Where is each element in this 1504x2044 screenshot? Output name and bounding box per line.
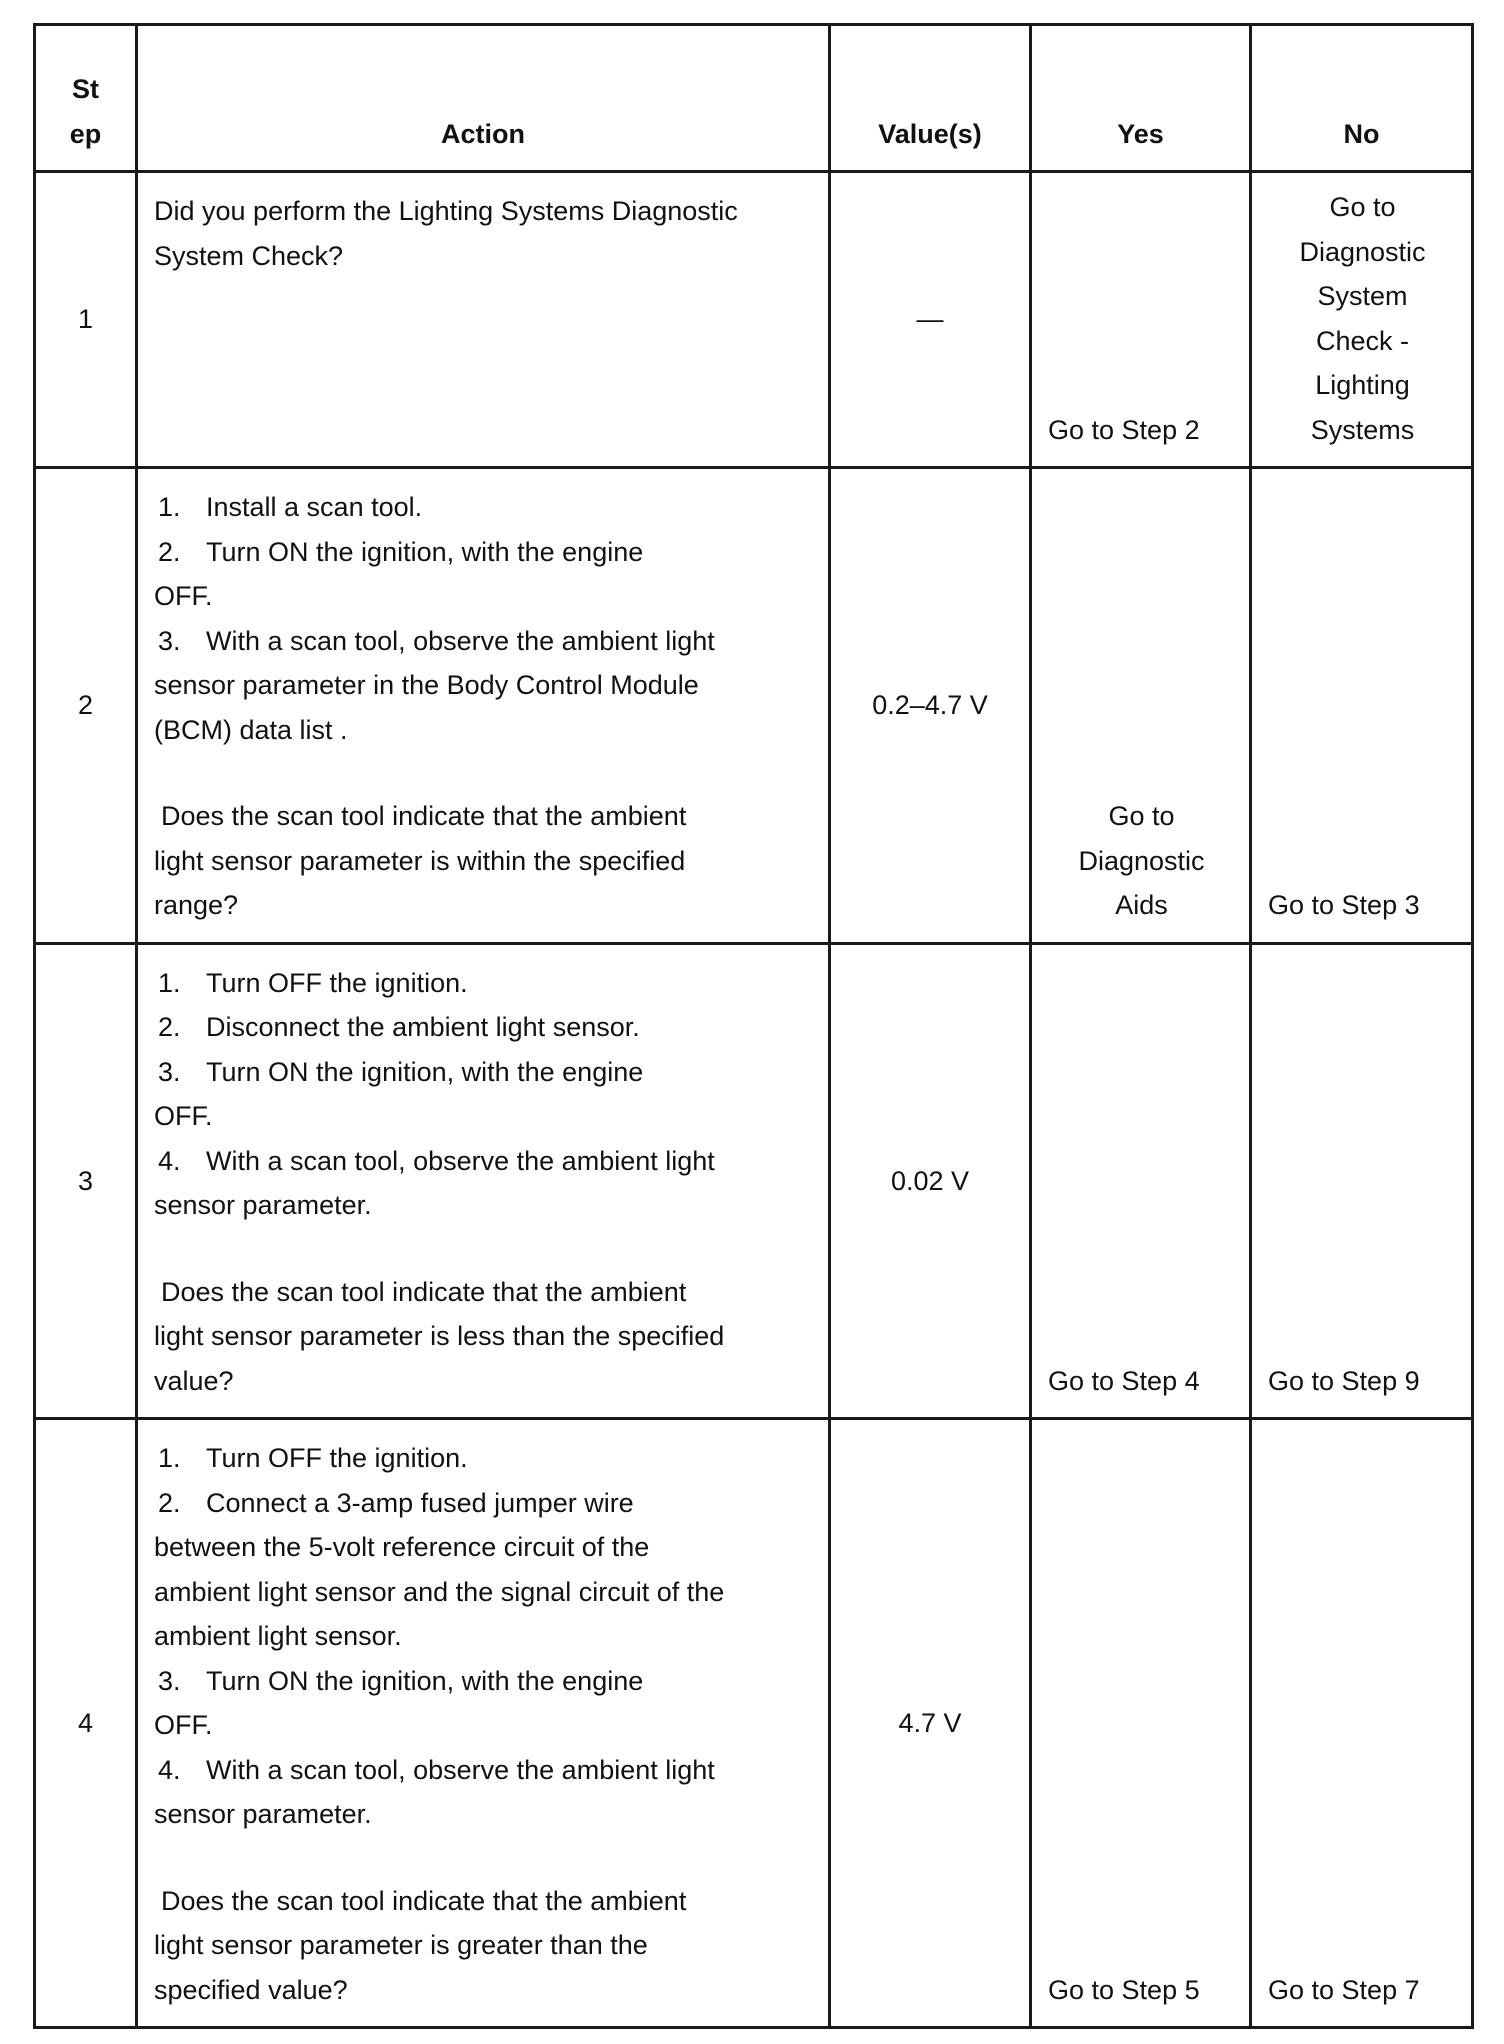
table-row [35, 943, 1473, 1419]
no-link[interactable]: Go to Step 7 [1268, 1974, 1420, 2005]
action-cell [137, 468, 830, 944]
action-cell [137, 943, 830, 1419]
yes-cell [1031, 1419, 1251, 2028]
value-cell: 4.7 V [830, 1419, 1031, 2028]
header-no: No [1251, 25, 1473, 172]
question-text [154, 794, 816, 928]
action-item [154, 1005, 816, 1050]
value-cell: 0.02 V [830, 943, 1031, 1419]
item-text-continued: sensor parameter. [154, 1190, 372, 1220]
no-link-line[interactable]: Go to [1329, 192, 1396, 222]
action-line: Did you perform the Lighting Systems Diagnostic [154, 196, 738, 226]
action-line: System Check? [154, 240, 344, 271]
item-number: 3. [158, 1056, 181, 1087]
action-item [154, 1481, 816, 1526]
action-cell [137, 1419, 830, 2028]
yes-cell [1031, 468, 1251, 944]
no-link-line[interactable]: Lighting [1315, 370, 1410, 400]
item-text-continued: (BCM) data list . [154, 714, 348, 745]
no-link-line[interactable]: Check - [1315, 325, 1410, 356]
item-text: Turn ON the ignition, with the engine [206, 1665, 644, 1696]
header-step-line1: St [72, 74, 99, 104]
question-line: range? [154, 890, 239, 920]
item-text: With a scan tool, observe the ambient light [206, 625, 715, 656]
value-cell: — [830, 172, 1031, 468]
table-row [35, 468, 1473, 944]
action-item [154, 1139, 816, 1184]
question-line: Does the scan tool indicate that the ambient [161, 1276, 687, 1307]
action-item [154, 1436, 816, 1481]
item-number: 2. [158, 1012, 181, 1042]
action-item [154, 1050, 816, 1095]
item-text: Turn ON the ignition, with the engine [206, 536, 644, 567]
header-action: Action [137, 25, 830, 172]
item-number: 1. [158, 967, 181, 998]
yes-cell [1031, 943, 1251, 1419]
value-cell: 0.2–4.7 V [830, 468, 1031, 944]
item-number: 2. [158, 1487, 181, 1518]
step-number: 4 [35, 1419, 137, 2028]
header-values: Value(s) [830, 25, 1031, 172]
action-item [154, 1748, 816, 1793]
diagnostic-table [33, 23, 1474, 2029]
step-number: 2 [35, 468, 137, 944]
no-cell [1251, 943, 1473, 1419]
table-row [35, 172, 1473, 468]
item-text: Disconnect the ambient light sensor. [206, 1012, 640, 1042]
yes-link-line[interactable]: Aids [1115, 890, 1168, 920]
item-text-continued: sensor parameter. [154, 1799, 372, 1829]
item-number: 4. [158, 1145, 181, 1176]
question-line: Does the scan tool indicate that the ambient [161, 1885, 687, 1916]
action-item [154, 619, 816, 664]
no-link-line[interactable]: System [1317, 281, 1408, 311]
item-text: Turn OFF the ignition. [206, 967, 468, 998]
item-text: Turn OFF the ignition. [206, 1443, 468, 1473]
question-line: light sensor parameter is within the specified [154, 845, 686, 876]
action-cell [137, 172, 830, 468]
no-cell [1251, 172, 1473, 468]
item-number: 4. [158, 1754, 181, 1785]
item-text-continued: OFF. [154, 581, 213, 611]
item-text-continued: sensor parameter in the Body Control Module [154, 670, 699, 700]
yes-link[interactable]: Go to Step 5 [1048, 1974, 1200, 2005]
header-yes: Yes [1031, 25, 1251, 172]
action-item [154, 530, 816, 575]
no-link[interactable]: Go to Step 3 [1268, 890, 1420, 920]
item-text: Turn ON the ignition, with the engine [206, 1056, 644, 1087]
question-text [154, 1270, 816, 1404]
question-line: specified value? [154, 1974, 348, 2005]
question-line: value? [154, 1365, 234, 1396]
item-number: 1. [158, 1443, 181, 1473]
question-line: light sensor parameter is greater than the [154, 1930, 648, 1960]
item-number: 3. [158, 1665, 181, 1696]
question-line: light sensor parameter is less than the specified [154, 1321, 725, 1351]
table-header-row [35, 25, 1473, 172]
item-text-continued: OFF. [154, 1101, 213, 1131]
action-item [154, 961, 816, 1006]
no-cell [1251, 468, 1473, 944]
item-text-continued: OFF. [154, 1710, 213, 1740]
item-number: 3. [158, 625, 181, 656]
header-step [35, 25, 137, 172]
yes-cell [1031, 172, 1251, 468]
no-link[interactable]: Go to Step 9 [1268, 1365, 1420, 1396]
item-number: 2. [158, 536, 181, 567]
item-text: With a scan tool, observe the ambient light [206, 1145, 715, 1176]
item-text: Install a scan tool. [206, 492, 423, 522]
action-item [154, 1659, 816, 1704]
table-row [35, 1419, 1473, 2028]
item-text-continued: ambient light sensor and the signal circuit of the [154, 1576, 725, 1607]
item-text: Connect a 3-amp fused jumper wire [206, 1487, 634, 1518]
no-link-line[interactable]: Diagnostic [1299, 236, 1426, 267]
item-text-continued: ambient light sensor. [154, 1621, 402, 1651]
item-text: With a scan tool, observe the ambient light [206, 1754, 715, 1785]
no-link-line[interactable]: Systems [1310, 414, 1415, 445]
step-number: 3 [35, 943, 137, 1419]
step-number: 1 [35, 172, 137, 468]
yes-link[interactable]: Go to Step 4 [1048, 1365, 1200, 1396]
no-cell [1251, 1419, 1473, 2028]
yes-link[interactable]: Go to Step 2 [1048, 414, 1200, 445]
header-step-line2: ep [69, 118, 102, 149]
question-line: Does the scan tool indicate that the ambient [161, 801, 687, 831]
question-text [154, 1879, 816, 2013]
yes-link-line[interactable]: Go to [1108, 801, 1175, 831]
action-item [154, 485, 816, 530]
yes-link-line[interactable]: Diagnostic [1078, 845, 1205, 876]
item-text-continued: between the 5-volt reference circuit of the [154, 1532, 650, 1562]
item-number: 1. [158, 492, 181, 522]
